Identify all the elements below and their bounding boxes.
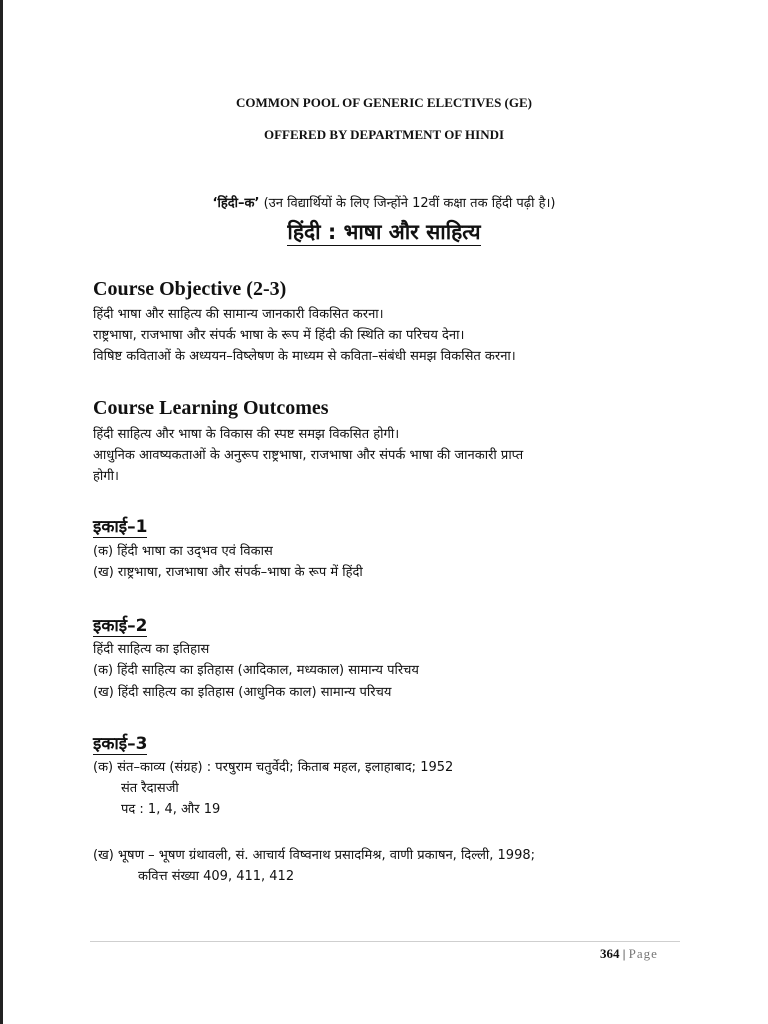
- unit-1-line: (ख) राष्ट्रभाषा, राजभाषा और संपर्क–भाषा के रूप में हिंदी: [93, 565, 363, 580]
- unit-2-heading-text: इकाई–2: [93, 616, 148, 636]
- unit-1-line: (क) हिंदी भाषा का उद्‌भव एवं विकास: [93, 544, 273, 559]
- unit-3-heading-text: इकाई–3: [93, 734, 148, 754]
- unit-2-line: हिंदी साहित्य का इतिहास: [93, 642, 210, 657]
- course-objective-heading: Course Objective (2-3): [93, 278, 287, 300]
- unit-3-ka-line: (क) संत–काव्य (संग्रह) : परषुराम चतुर्वेदी; किताब महल, इलाहाबाद; 1952: [93, 760, 454, 775]
- page-left-edge: [0, 0, 3, 1024]
- page-label: Page: [628, 946, 658, 961]
- header-line-1: COMMON POOL OF GENERIC ELECTIVES (GE): [235, 95, 533, 110]
- unit-3-kha-sub-line: कवित्त संख्या 409, 411, 412: [138, 869, 295, 884]
- objective-line: राष्ट्रभाषा, राजभाषा और संपर्क भाषा के रूप में हिंदी की स्थिति का परिचय देना।: [93, 328, 465, 343]
- page-number-value: 364: [600, 946, 620, 961]
- subject-note-line: [0, 193, 768, 211]
- unit-2-line: (ख) हिंदी साहित्य का इतिहास (आधुनिक काल) सामान्य परिचय: [93, 685, 392, 700]
- header-line-2: OFFERED BY DEPARTMENT OF HINDI: [263, 127, 505, 142]
- learning-outcomes-heading: Course Learning Outcomes: [93, 397, 329, 419]
- outcome-line: होगी।: [93, 469, 119, 484]
- objective-line: हिंदी भाषा और साहित्य की सामान्य जानकारी विकसित करना।: [93, 307, 384, 322]
- unit-3-heading: [93, 731, 147, 754]
- objective-line: विषिष्ट कविताओं के अध्ययन–विष्लेषण के माध्यम से कविता–संबंधी समझ विकसित करना।: [93, 349, 516, 364]
- outcome-line: आधुनिक आवष्यकताओं के अनुरूप राष्ट्रभाषा, राजभाषा और संपर्क भाषा की जानकारी प्राप्त: [93, 448, 524, 463]
- unit-1-heading-text: इकाई–1: [93, 517, 148, 537]
- page-number: [600, 946, 658, 962]
- unit-3-ka-sub-line: संत रैदासजी: [121, 781, 179, 796]
- subject-title-text: हिंदी : भाषा और साहित्य: [287, 220, 481, 244]
- unit-2-line: (क) हिंदी साहित्य का इतिहास (आदिकाल, मध्यकाल) सामान्य परिचय: [93, 663, 419, 678]
- unit-3-ka-sub-line: पद : 1, 4, और 19: [121, 802, 221, 817]
- outcome-line: हिंदी साहित्य और भाषा के विकास की स्पष्ट समझ विकसित होगी।: [93, 427, 400, 442]
- subject-title: [0, 218, 768, 246]
- footer-divider: [90, 941, 680, 942]
- unit-1-heading: [93, 514, 147, 537]
- subject-code-label: ‘हिंदी–क’: [212, 196, 260, 211]
- unit-3-kha-line: (ख) भूषण – भूषण ग्रंथावली, सं. आचार्य विष्वनाथ प्रसादमिश्र, वाणी प्रकाषन, दिल्ली, 1998;: [93, 848, 535, 863]
- subject-note: (उन विद्यार्थियों के लिए जिन्होंने 12वीं कक्षा तक हिंदी पढ़ी है।): [263, 196, 556, 211]
- page-number-separator: |: [622, 946, 626, 961]
- unit-2-heading: [93, 613, 147, 636]
